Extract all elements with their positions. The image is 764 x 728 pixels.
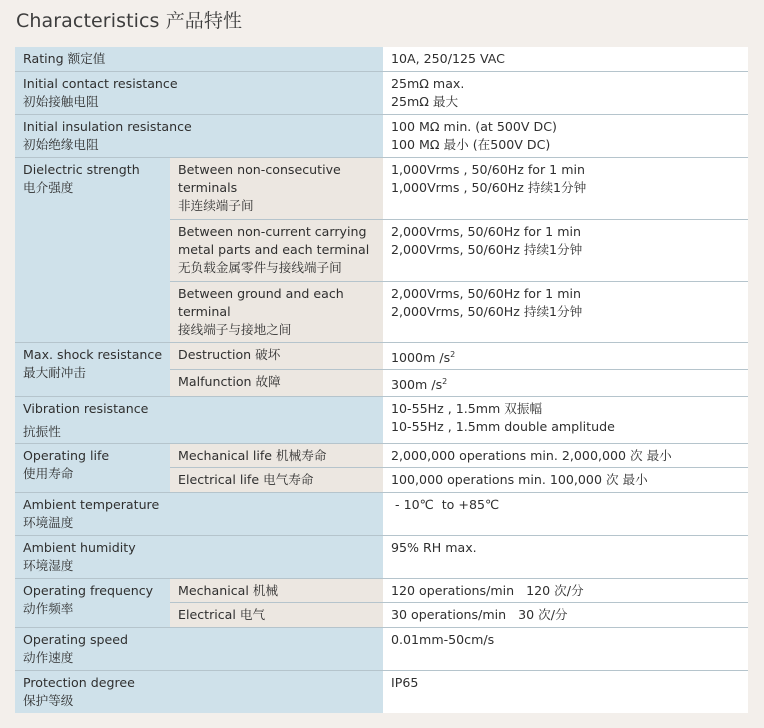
- sub-label-cn: 接线端子与接地之间: [178, 321, 292, 337]
- table-row-temperature: [15, 492, 748, 535]
- sub-label: [170, 369, 383, 396]
- value-line: 10-55Hz , 1.5mm double amplitude: [391, 418, 615, 434]
- page-title: Characteristics 产品特性: [16, 10, 243, 32]
- label-en: Operating speed: [23, 631, 129, 647]
- table-row-rating: [15, 47, 748, 71]
- value-line: 100,000 operations min. 100,000 次 最小: [391, 471, 648, 487]
- sub-label: [170, 342, 383, 369]
- row-label: [15, 47, 383, 71]
- value-line: 30 operations/min 30 次/分: [391, 606, 568, 622]
- row-label: [15, 443, 170, 492]
- value-line: 0.01mm-50cm/s: [391, 631, 495, 647]
- value-base: 300m /s: [391, 376, 443, 392]
- label-en: Initial contact resistance: [23, 75, 178, 91]
- label-cn: 动作速度: [23, 649, 74, 665]
- table-row-protection: [15, 670, 748, 713]
- row-value: [383, 47, 748, 71]
- value-line: [391, 346, 742, 367]
- row-value: [383, 492, 748, 535]
- row-value: [383, 467, 748, 492]
- sub-label: [170, 157, 383, 219]
- value-line: 25mΩ 最大: [391, 93, 459, 109]
- label-en: Operating life: [23, 447, 110, 463]
- sub-label-line: metal parts and each terminal: [178, 241, 370, 257]
- value-base: 1000m /s: [391, 349, 451, 365]
- value-line: 2,000Vrms, 50/60Hz 持续1分钟: [391, 241, 583, 257]
- label-en: Operating frequency: [23, 582, 154, 598]
- row-label: [15, 627, 383, 670]
- label-cn: 保护等级: [23, 692, 74, 708]
- sub-label-line: Between non-consecutive: [178, 161, 341, 177]
- row-value: [383, 443, 748, 467]
- table-row-shock-destruction: [15, 342, 748, 369]
- sub-label-cn: 非连续端子间: [178, 197, 254, 213]
- row-label: [15, 670, 383, 713]
- value-line: 1,000Vrms , 50/60Hz for 1 min: [391, 161, 585, 177]
- row-value: [383, 578, 748, 602]
- characteristics-table: [15, 47, 748, 713]
- label-cn: 电介强度: [23, 179, 74, 195]
- row-label: [15, 71, 383, 114]
- value-line: [391, 373, 742, 394]
- value-text: 10A, 250/125 VAC: [391, 51, 505, 66]
- label-cn: 抗振性: [23, 423, 61, 439]
- table-row-frequency-mechanical: [15, 578, 748, 602]
- label-en: Max. shock resistance: [23, 346, 163, 362]
- label-text: Rating 额定值: [23, 51, 106, 66]
- sub-label-text: Mechanical 机械: [178, 582, 279, 598]
- row-value: [383, 602, 748, 627]
- label-cn: 最大耐冲击: [23, 364, 86, 380]
- label-en: Ambient humidity: [23, 539, 136, 555]
- row-label: [15, 396, 383, 443]
- value-superscript: 2: [450, 349, 456, 359]
- sub-label-line: terminals: [178, 179, 238, 195]
- label-en: Ambient temperature: [23, 496, 160, 512]
- row-value: [383, 670, 748, 713]
- value-line: 1,000Vrms , 50/60Hz 持续1分钟: [391, 179, 587, 195]
- value-line: 2,000Vrms, 50/60Hz for 1 min: [391, 223, 581, 239]
- value-line: 25mΩ max.: [391, 75, 465, 91]
- row-value: [383, 219, 748, 281]
- sub-label-line: terminal: [178, 303, 231, 319]
- sub-label-text: Destruction 破坏: [178, 346, 281, 362]
- row-value: [383, 342, 748, 369]
- table-row-insulation-resistance: [15, 114, 748, 157]
- table-row-life-mechanical: [15, 443, 748, 467]
- sub-label: [170, 467, 383, 492]
- label-cn: 环境温度: [23, 514, 74, 530]
- label-cn: 环境湿度: [23, 557, 74, 573]
- sub-label-text: Mechanical life 机械寿命: [178, 447, 327, 463]
- value-line: 95% RH max.: [391, 539, 477, 555]
- table-row-speed: [15, 627, 748, 670]
- value-line: 100 MΩ 最小 (在500V DC): [391, 136, 551, 152]
- row-value: [383, 627, 748, 670]
- value-superscript: 2: [442, 376, 448, 386]
- row-value: [383, 535, 748, 578]
- sub-label-line: Between ground and each: [178, 285, 344, 301]
- value-line: IP65: [391, 674, 419, 690]
- sub-label: [170, 602, 383, 627]
- row-value: [383, 157, 748, 219]
- sub-label-text: Electrical life 电气寿命: [178, 471, 314, 487]
- label-en: Dielectric strength: [23, 161, 140, 177]
- label-cn: 初始绝缘电阻: [23, 136, 99, 152]
- table-row-contact-resistance: [15, 71, 748, 114]
- row-value: [383, 369, 748, 396]
- sub-label-text: Electrical 电气: [178, 606, 266, 622]
- sub-label: [170, 219, 383, 281]
- value-line: 2,000Vrms, 50/60Hz for 1 min: [391, 285, 581, 301]
- row-label: [15, 157, 170, 342]
- row-label: [15, 578, 170, 627]
- row-value: [383, 281, 748, 342]
- value-line: 2,000,000 operations min. 2,000,000 次 最小: [391, 447, 672, 463]
- sub-label-line: Between non-current carrying: [178, 223, 367, 239]
- value-line: 10-55Hz , 1.5mm 双振幅: [391, 400, 543, 416]
- sub-label: [170, 578, 383, 602]
- label-cn: 动作频率: [23, 600, 74, 616]
- label-cn: 初始接触电阻: [23, 93, 99, 109]
- row-label: [15, 342, 170, 396]
- sub-label-text: Malfunction 故障: [178, 373, 281, 389]
- label-en: Protection degree: [23, 674, 135, 690]
- row-label: [15, 535, 383, 578]
- value-line: - 10℃ to +85℃: [391, 496, 500, 512]
- row-label: [15, 114, 383, 157]
- table-row-humidity: [15, 535, 748, 578]
- table-row-dielectric-1: [15, 157, 748, 219]
- row-value: [383, 71, 748, 114]
- row-label: [15, 492, 383, 535]
- row-value: [383, 114, 748, 157]
- row-value: [383, 396, 748, 443]
- label-en: Vibration resistance: [23, 400, 149, 416]
- label-cn: 使用寿命: [23, 465, 74, 481]
- value-line: 2,000Vrms, 50/60Hz 持续1分钟: [391, 303, 583, 319]
- value-line: 100 MΩ min. (at 500V DC): [391, 118, 557, 134]
- label-en: Initial insulation resistance: [23, 118, 192, 134]
- table-row-vibration: [15, 396, 748, 443]
- sub-label: [170, 443, 383, 467]
- sub-label-cn: 无负载金属零件与接线端子间: [178, 259, 342, 275]
- sub-label: [170, 281, 383, 342]
- value-line: 120 operations/min 120 次/分: [391, 582, 584, 598]
